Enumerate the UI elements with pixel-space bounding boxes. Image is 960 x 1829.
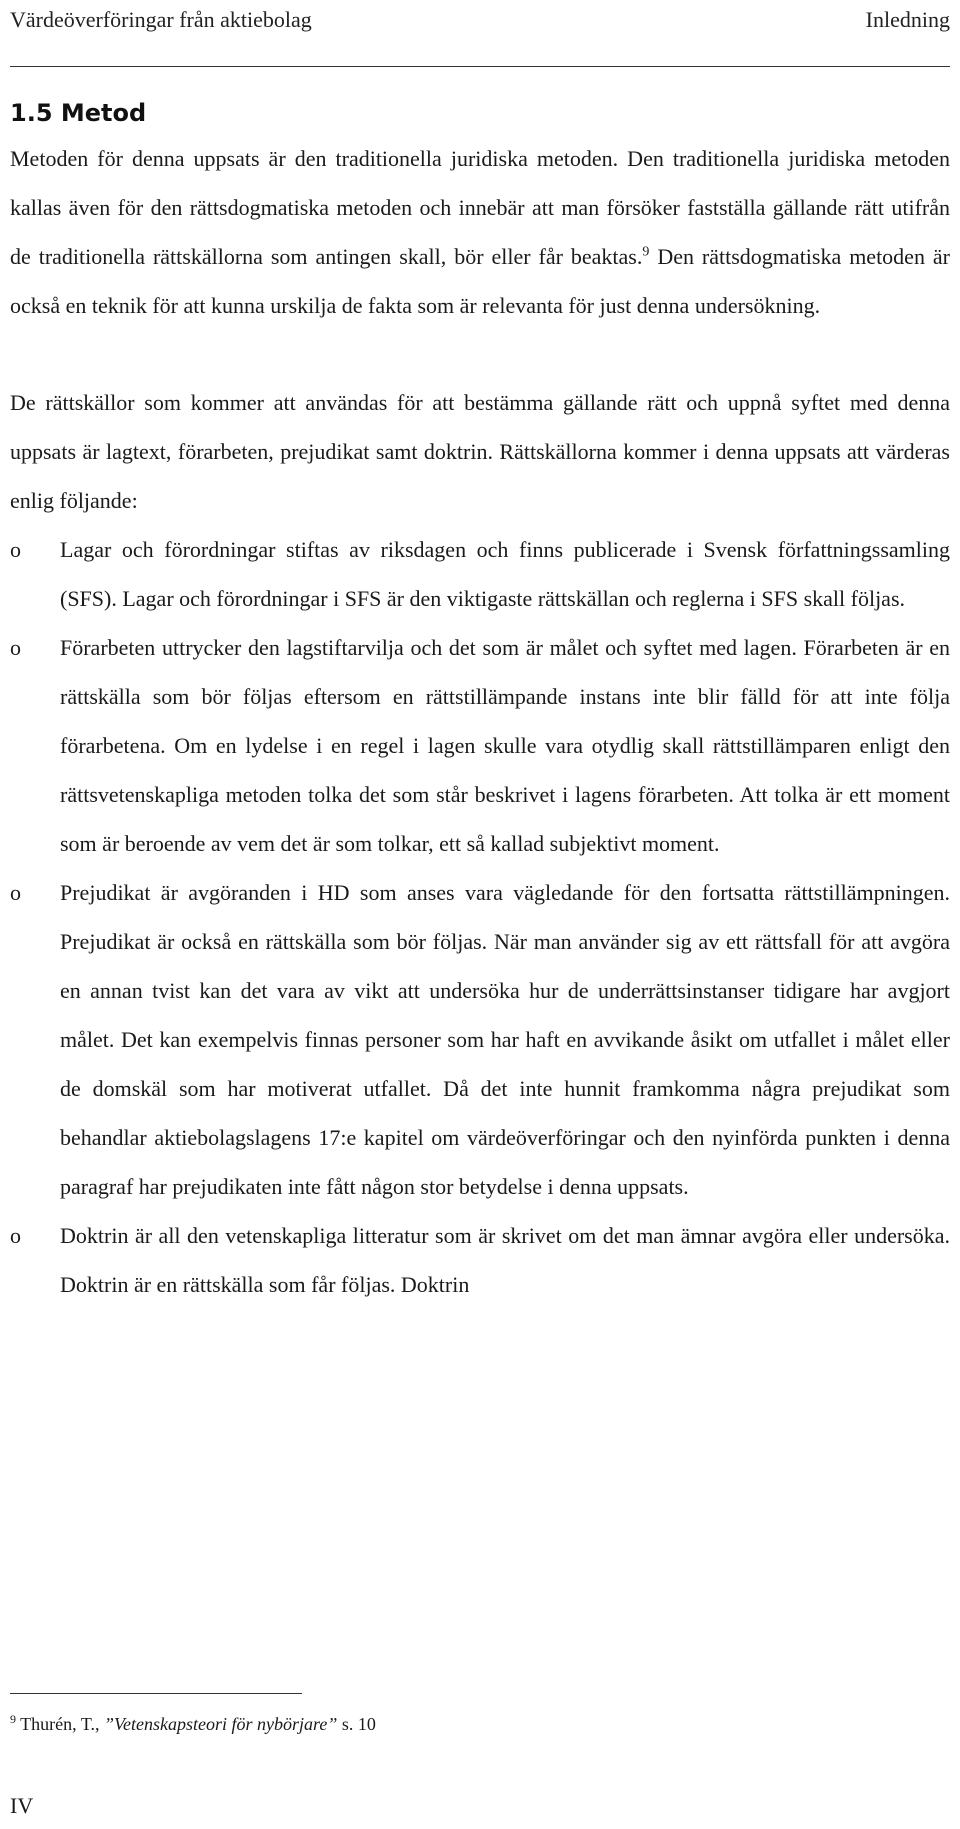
- bullet-marker: o: [10, 1223, 21, 1248]
- bullet-marker: o: [10, 537, 21, 562]
- running-title: Värdeöverföringar från aktiebolag: [10, 7, 312, 32]
- list-item-text: Prejudikat är avgöranden i HD som anses vara vägledande för den fortsatta rättstillämpningen. Prejudikat är också en rättskälla som bör följas. När man använder sig av ett rättsfall för att avgöra en annan tvist kan det vara av vikt att undersöka hur de underrättsinstanser tidigare har avgjort målet. Det kan exempelvis finnas personer som har haft en avvikande åsikt om utfallet i målet eller de domskäl som har motiverat utfallet. Då det inte hunnit framkomma några prejudikat som behandlar aktiebolagslagens 17:e kapitel om värdeöverföringar och den nyinförda punkten i denna paragraf har prejudikaten inte fått någon stor betydelse i denna uppsats.: [60, 880, 950, 1199]
- footnote-number: 9: [10, 1712, 16, 1726]
- chapter-title: Inledning: [865, 7, 950, 32]
- page-header: [10, 0, 950, 67]
- paragraph-method-text-b: Den rättsdogmatiska metoden är också en teknik för att kunna urskilja de fakta som är relevanta för just denna undersökning.: [10, 244, 950, 318]
- footnote-divider: [10, 1693, 302, 1694]
- list-item-text: Lagar och förordningar stiftas av riksdagen och finns publicerade i Svensk författningssamling (SFS). Lagar och förordningar i SFS är den viktigaste rättskällan och reglerna i SFS skall följas.: [60, 537, 950, 611]
- list-item-text: Doktrin är all den vetenskapliga litteratur som är skrivet om det man ämnar avgöra eller undersöka. Doktrin är en rättskälla som får följas. Doktrin: [60, 1223, 950, 1297]
- paragraph-method: [10, 134, 950, 330]
- source-list: [10, 525, 950, 1309]
- bullet-marker: o: [10, 635, 21, 660]
- list-item: [10, 1211, 950, 1309]
- list-item-text: Förarbeten uttrycker den lagstiftarvilja och det som är målet och syftet med lagen. Förarbeten är en rättskälla som bör följas eftersom en rättstillämpande instans inte blir fälld för att inte följa förarbetena. Om en lydelse i en regel i lagen skulle vara otydlig skall rättstillämparen enligt den rättsvetenskapliga metoden tolka det som står beskrivet i lagens förarbeten. Att tolka är ett moment som är beroende av vem det är som tolkar, ett så kallad subjektivt moment.: [60, 635, 950, 856]
- page-body: [10, 98, 950, 1309]
- page-number: IV: [10, 1793, 34, 1818]
- footnote-title: ”Vetenskapsteori för nybörjare”: [104, 1714, 338, 1734]
- footnote: [10, 1712, 376, 1736]
- footnote-reference[interactable]: 9: [642, 244, 650, 260]
- section-heading: 1.5 Metod: [10, 99, 147, 127]
- bullet-marker: o: [10, 880, 21, 905]
- paragraph-method-text-a: Metoden för denna uppsats är den traditionella juridiska metoden. Den traditionella juridiska metoden kallas även för den rättsdogmatiska metoden och innebär att man försöker fastställa gällande rätt utifrån de traditionella rättskällorna som antingen skall, bör eller får beaktas.: [10, 146, 950, 269]
- list-item: [10, 868, 950, 1211]
- footnote-author: Thurén, T.,: [16, 1714, 104, 1734]
- list-item: [10, 525, 950, 623]
- paragraph-sources: De rättskällor som kommer att användas för att bestämma gällande rätt och uppnå syftet med denna uppsats är lagtext, förarbeten, prejudikat samt doktrin. Rättskällorna kommer i denna uppsats att värderas enlig följande:: [10, 390, 950, 513]
- footnote-page: s. 10: [337, 1714, 376, 1734]
- list-item: [10, 623, 950, 868]
